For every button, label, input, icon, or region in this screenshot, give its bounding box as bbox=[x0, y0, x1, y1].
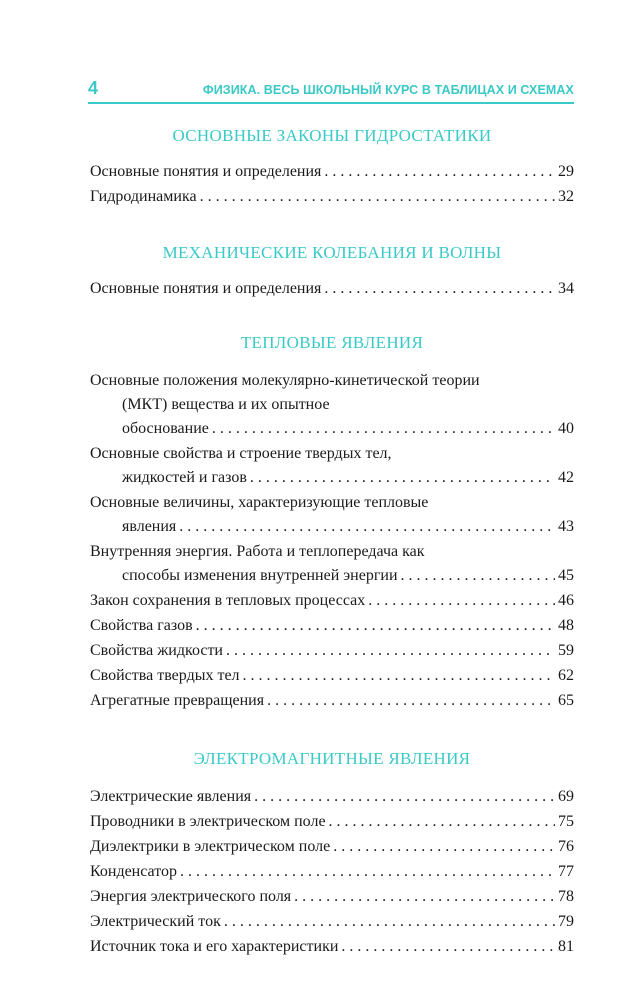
entry-last-line bbox=[90, 466, 574, 490]
section-entries bbox=[90, 369, 574, 713]
toc-entry[interactable] bbox=[90, 835, 574, 859]
toc-entry[interactable] bbox=[90, 185, 574, 209]
entry-last-line bbox=[90, 885, 574, 909]
dot-leader bbox=[324, 277, 555, 301]
entry-last-line bbox=[90, 860, 574, 884]
toc-entry[interactable] bbox=[90, 442, 574, 490]
entry-last-line bbox=[90, 664, 574, 688]
entry-title: Свойства газов bbox=[90, 617, 193, 634]
entry-page-number: 78 bbox=[558, 888, 574, 905]
entry-page-number: 81 bbox=[558, 938, 574, 955]
toc-entry[interactable] bbox=[90, 664, 574, 688]
dot-leader bbox=[324, 160, 555, 184]
entry-page-number: 75 bbox=[558, 813, 574, 830]
entry-page-number: 48 bbox=[558, 617, 574, 634]
entry-title: Гидродинамика bbox=[90, 188, 197, 205]
section-entries bbox=[90, 785, 574, 959]
entry-page-number: 69 bbox=[558, 788, 574, 805]
entry-title-line: Внутренняя энергия. Работа и теплопередача как bbox=[90, 543, 425, 560]
entry-title: Источник тока и его характеристики bbox=[90, 938, 339, 955]
dot-leader bbox=[243, 664, 555, 688]
entry-title: Свойства твердых тел bbox=[90, 667, 240, 684]
dot-leader bbox=[180, 860, 555, 884]
entry-title-line: Основные величины, характеризующие тепловые bbox=[90, 494, 429, 511]
dot-leader bbox=[294, 885, 555, 909]
section-title: ЭЛЕКТРОМАГНИТНЫЕ ЯВЛЕНИЯ bbox=[193, 749, 471, 768]
entry-title: Проводники в электрическом поле bbox=[90, 813, 326, 830]
toc-entry[interactable] bbox=[90, 369, 574, 441]
toc-entry[interactable] bbox=[90, 910, 574, 934]
toc-entry[interactable] bbox=[90, 160, 574, 184]
entry-title: Конденсатор bbox=[90, 863, 178, 880]
entry-page-number: 46 bbox=[558, 592, 574, 609]
dot-leader bbox=[401, 564, 556, 588]
entry-page-number: 42 bbox=[558, 469, 574, 486]
entry-page-number: 59 bbox=[558, 642, 574, 659]
entry-title: Основные понятия и определения bbox=[90, 280, 322, 297]
toc-entry[interactable] bbox=[90, 935, 574, 959]
entry-last-line bbox=[90, 910, 574, 934]
entry-title: Свойства жидкости bbox=[90, 642, 223, 659]
book-title: ФИЗИКА. ВЕСЬ ШКОЛЬНЫЙ КУРС В ТАБЛИЦАХ И СХЕМАХ bbox=[202, 83, 574, 97]
entry-title: явления bbox=[122, 518, 177, 535]
entry-page-number: 29 bbox=[558, 163, 574, 180]
entry-title: Диэлектрики в электрическом поле bbox=[90, 838, 331, 855]
dot-leader bbox=[179, 515, 555, 539]
dot-leader bbox=[200, 185, 555, 209]
entry-title: Закон сохранения в тепловых процессах bbox=[90, 592, 366, 609]
entry-last-line bbox=[90, 160, 574, 184]
dot-leader bbox=[254, 785, 555, 809]
entry-page-number: 34 bbox=[558, 280, 574, 297]
entry-title: Электрические явления bbox=[90, 788, 252, 805]
entry-page-number: 43 bbox=[558, 518, 574, 535]
entry-last-line bbox=[90, 639, 574, 663]
entry-title: Агрегатные превращения bbox=[90, 692, 265, 709]
entry-last-line bbox=[90, 689, 574, 713]
dot-leader bbox=[341, 935, 555, 959]
section-entries bbox=[90, 160, 574, 209]
toc-entry[interactable] bbox=[90, 639, 574, 663]
dot-leader bbox=[196, 614, 555, 638]
entry-page-number: 79 bbox=[558, 913, 574, 930]
entry-last-line bbox=[90, 589, 574, 613]
toc-entry[interactable] bbox=[90, 860, 574, 884]
dot-leader bbox=[329, 810, 555, 834]
toc-entry[interactable] bbox=[90, 589, 574, 613]
section-title: МЕХАНИЧЕСКИЕ КОЛЕБАНИЯ И ВОЛНЫ bbox=[162, 243, 502, 262]
entry-title-line: Основные свойства и строение твердых тел, bbox=[90, 445, 392, 462]
entry-page-number: 45 bbox=[558, 567, 574, 584]
toc-entry[interactable] bbox=[90, 614, 574, 638]
entry-last-line bbox=[90, 564, 574, 588]
entry-title: способы изменения внутренней энергии bbox=[122, 567, 398, 584]
section-title: ТЕПЛОВЫЕ ЯВЛЕНИЯ bbox=[240, 333, 424, 352]
entry-last-line bbox=[90, 277, 574, 301]
toc-entry[interactable] bbox=[90, 785, 574, 809]
entry-last-line bbox=[90, 785, 574, 809]
entry-last-line bbox=[90, 935, 574, 959]
entry-title: обоснование bbox=[122, 420, 209, 437]
entry-title-line: (МКТ) вещества и их опытное bbox=[122, 396, 330, 413]
entry-page-number: 65 bbox=[558, 692, 574, 709]
page-number: 4 bbox=[88, 78, 99, 98]
section-entries bbox=[90, 277, 574, 301]
dot-leader bbox=[333, 835, 555, 859]
dot-leader bbox=[267, 689, 555, 713]
entry-title-line: Основные положения молекулярно-кинетической теории bbox=[90, 372, 480, 389]
entry-last-line bbox=[90, 515, 574, 539]
dot-leader bbox=[250, 466, 555, 490]
entry-last-line bbox=[90, 835, 574, 859]
entry-title: Энергия электрического поля bbox=[90, 888, 292, 905]
entry-page-number: 62 bbox=[558, 667, 574, 684]
entry-page-number: 77 bbox=[558, 863, 574, 880]
entry-page-number: 40 bbox=[558, 420, 574, 437]
toc-entry[interactable] bbox=[90, 689, 574, 713]
section-title: ОСНОВНЫЕ ЗАКОНЫ ГИДРОСТАТИКИ bbox=[172, 126, 492, 145]
dot-leader bbox=[368, 589, 555, 613]
running-header bbox=[88, 74, 574, 104]
dot-leader bbox=[226, 639, 555, 663]
entry-title: жидкостей и газов bbox=[122, 469, 247, 486]
table-of-contents bbox=[90, 108, 574, 960]
entry-last-line bbox=[90, 417, 574, 441]
entry-last-line bbox=[90, 614, 574, 638]
toc-entry[interactable] bbox=[90, 540, 574, 588]
dot-leader bbox=[212, 417, 555, 441]
entry-page-number: 76 bbox=[558, 838, 574, 855]
entry-title: Электрический ток bbox=[90, 913, 221, 930]
entry-last-line bbox=[90, 810, 574, 834]
toc-entry[interactable] bbox=[90, 277, 574, 301]
dot-leader bbox=[224, 910, 555, 934]
entry-page-number: 32 bbox=[558, 188, 574, 205]
toc-entry[interactable] bbox=[90, 885, 574, 909]
entry-title: Основные понятия и определения bbox=[90, 163, 322, 180]
entry-last-line bbox=[90, 185, 574, 209]
toc-entry[interactable] bbox=[90, 491, 574, 539]
toc-entry[interactable] bbox=[90, 810, 574, 834]
